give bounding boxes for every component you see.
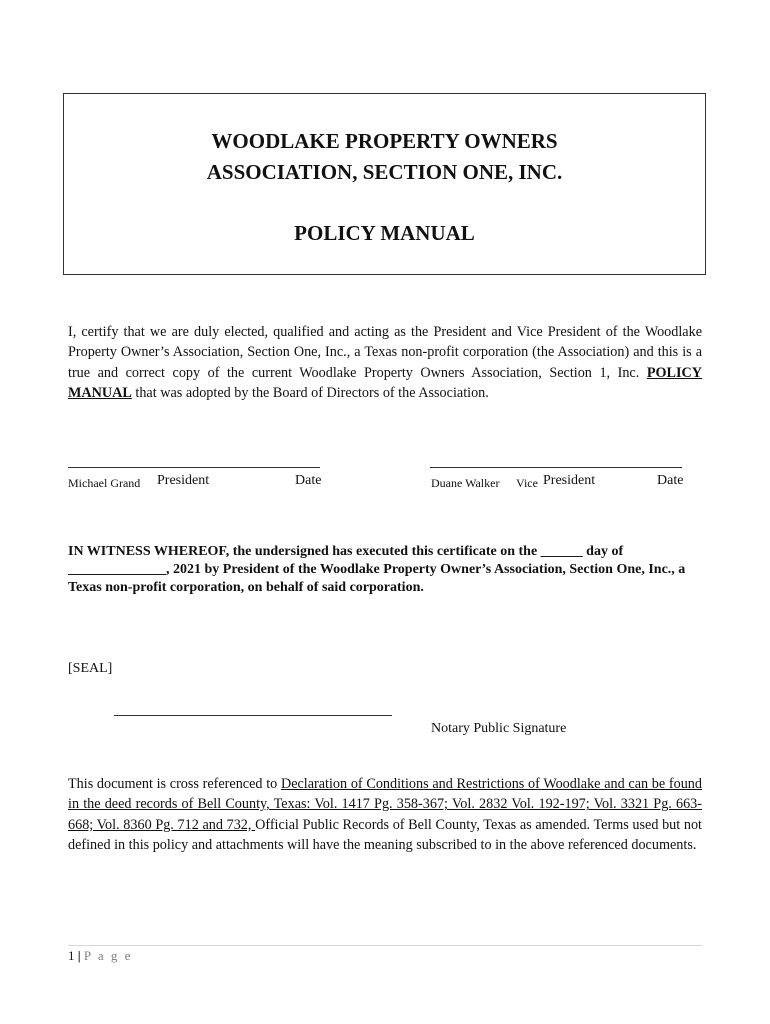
- title-box: [63, 93, 706, 275]
- page-label: P a g e: [83, 948, 133, 963]
- signer-title-right: President: [543, 473, 596, 488]
- certification-paragraph: [68, 322, 702, 404]
- seal-label: [SEAL]: [68, 661, 113, 676]
- footer-rule: [68, 945, 702, 946]
- signer-name-right: Duane Walker: [431, 476, 500, 490]
- title-line-2: ASSOCIATION, SECTION ONE, INC.: [206, 160, 563, 184]
- signature-line-left: [68, 467, 320, 468]
- page-footer: [68, 948, 132, 964]
- witness-paragraph: IN WITNESS WHEREOF, the undersigned has executed this certificate on the ______ day of ______________, 2021 by President of the Woodlake Property Owner’s Association, Section One, Inc., a Texas non-profit corporation, on behalf of said corporation.: [68, 544, 686, 595]
- title-line-1: WOODLAKE PROPERTY OWNERS: [211, 129, 558, 153]
- signer-date-right: Date: [657, 473, 684, 488]
- title-line-3: POLICY MANUAL: [294, 221, 475, 245]
- crossref-text-before: This document is cross referenced to: [68, 776, 281, 792]
- certification-text-after: that was adopted by the Board of Directors of the Association.: [131, 385, 489, 402]
- signer-title-left: President: [157, 473, 210, 488]
- certification-text-before: I, certify that we are duly elected, qualified and acting as the President and Vice President of the Woodlake Property Owner’s Association, Section One, Inc., a Texas non-profit corporation (the Association) and this is a true and correct copy of the current Woodlake Property Owners Association, Section 1, Inc.: [68, 324, 702, 381]
- signer-name-left: Michael Grand: [68, 476, 141, 490]
- signature-line-right: [430, 467, 682, 468]
- certification-emphasis: POLICY MANUAL: [68, 364, 702, 402]
- crossref-paragraph: [68, 774, 702, 856]
- footer-separator: |: [77, 948, 81, 963]
- signer-title-prefix-right: Vice: [516, 476, 538, 490]
- page-number: 1: [68, 948, 75, 963]
- crossref-underlined: Declaration of Conditions and Restrictions of Woodlake and can be found in the deed records of Bell County, Texas: Vol. 1417 Pg. 358-367; Vol. 2832 Vol. 192-197; Vol. 3321 Pg. 663-668; Vol. 8360 Pg. 712 and 732,: [68, 776, 702, 833]
- notary-signature-line: [114, 715, 392, 716]
- signer-date-left: Date: [295, 473, 322, 488]
- crossref-text-after: Official Public Records of Bell County, Texas as amended. Terms used but not defined in this policy and attachments will have the meaning subscribed to in the above referenced documents.: [68, 816, 702, 854]
- notary-label: Notary Public Signature: [431, 721, 567, 736]
